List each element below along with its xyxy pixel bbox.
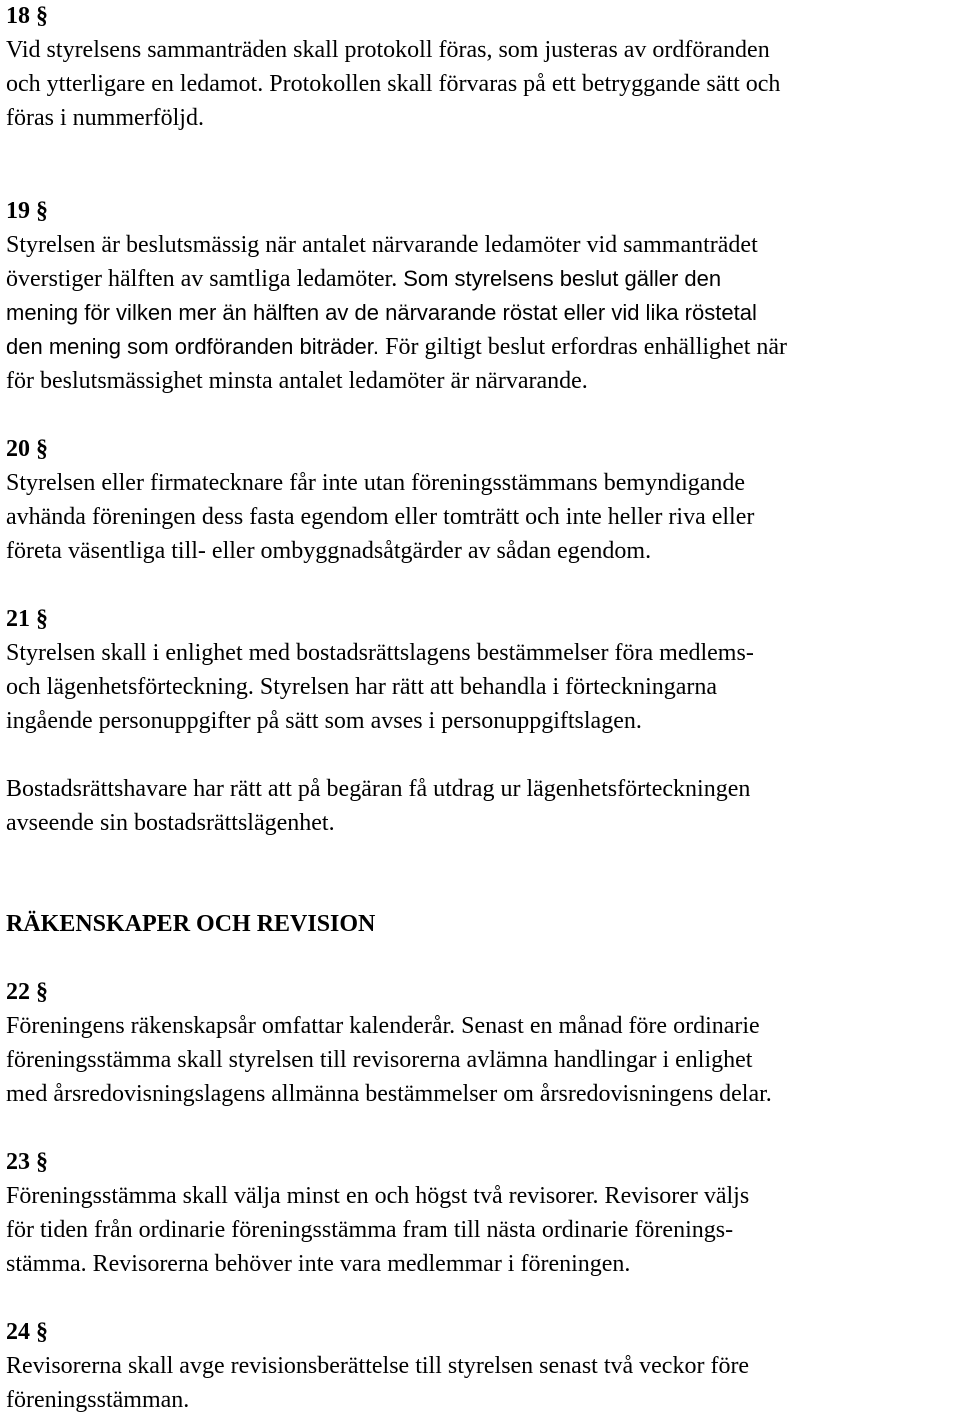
section-number: 20 § [6, 436, 48, 462]
section-number: 18 § [6, 3, 48, 29]
section-text [6, 1179, 956, 1281]
section-21 [6, 602, 956, 840]
text-line: Styrelsen är beslutsmässig när antalet närvarande ledamöter vid sammanträdet [6, 232, 758, 258]
section-number: 24 § [6, 1319, 48, 1345]
section-18 [6, 0, 956, 135]
text-line: mening för vilken mer än hälften av de närvarande röstat eller vid lika röstetal [6, 300, 757, 325]
section-text [6, 228, 956, 398]
text-line [6, 262, 956, 296]
text-line: företa väsentliga till- eller ombyggnadsåtgärder av sådan egendom. [6, 538, 652, 564]
text-line: för beslutsmässighet minsta antalet ledamöter är närvarande. [6, 368, 588, 394]
text-line: Bostadsrättshavare har rätt att på begäran få utdrag ur lägenhetsförteckningen [6, 776, 751, 802]
text-line: Styrelsen eller firmatecknare får inte utan föreningsstämmans bemyndigande [6, 470, 746, 496]
text-fragment: För giltigt beslut erfordras enhällighet när [385, 334, 788, 360]
text-line: Föreningsstämma skall välja minst en och högst två revisorer. Revisorer väljs [6, 1183, 750, 1209]
chapter-heading: RÄKENSKAPER OCH REVISION [6, 911, 376, 937]
text-fragment: Som styrelsens beslut gäller den [403, 266, 722, 291]
section-text-extra [6, 772, 956, 840]
section-23 [6, 1145, 956, 1281]
text-line: föreningsstämma skall styrelsen till revisorerna avlämna handlingar i enlighet [6, 1047, 753, 1073]
section-22 [6, 975, 956, 1111]
text-line: ingående personuppgifter på sätt som avses i personuppgiftslagen. [6, 708, 642, 734]
text-line: Vid styrelsens sammanträden skall protokoll föras, som justeras av ordföranden [6, 37, 770, 63]
section-text [6, 1009, 956, 1111]
section-20 [6, 432, 956, 568]
text-line: föras i nummerföljd. [6, 105, 204, 131]
text-line: stämma. Revisorerna behöver inte vara medlemmar i föreningen. [6, 1251, 631, 1277]
text-line: Revisorerna skall avge revisionsberättelse till styrelsen senast två veckor före [6, 1353, 750, 1379]
section-text [6, 33, 956, 135]
section-24 [6, 1315, 956, 1417]
section-text [6, 466, 956, 568]
text-line: föreningsstämman. [6, 1387, 190, 1413]
section-number: 23 § [6, 1149, 48, 1175]
text-line: avhända föreningen dess fasta egendom eller tomträtt och inte heller riva eller [6, 504, 755, 530]
section-number: 21 § [6, 606, 48, 632]
section-number: 22 § [6, 979, 48, 1005]
text-line: Föreningens räkenskapsår omfattar kalenderår. Senast en månad före ordinarie [6, 1013, 760, 1039]
text-fragment: överstiger hälften av samtliga ledamöter. [6, 266, 404, 292]
section-19 [6, 194, 956, 398]
text-line: och lägenhetsförteckning. Styrelsen har rätt att behandla i förteckningarna [6, 674, 718, 700]
text-line: och ytterligare en ledamot. Protokollen skall förvaras på ett betryggande sätt och [6, 71, 781, 97]
text-line [6, 330, 956, 364]
text-fragment: den mening som ordföranden biträder. [6, 334, 386, 359]
text-line: avseende sin bostadsrättslägenhet. [6, 810, 335, 836]
text-line: för tiden från ordinarie föreningsstämma fram till nästa ordinarie förenings- [6, 1217, 734, 1243]
section-text [6, 1349, 956, 1417]
text-line: Styrelsen skall i enlighet med bostadsrättslagens bestämmelser föra medlems- [6, 640, 754, 666]
section-number: 19 § [6, 198, 48, 224]
text-line: med årsredovisningslagens allmänna bestämmelser om årsredovisningens delar. [6, 1081, 772, 1107]
section-text [6, 636, 956, 738]
